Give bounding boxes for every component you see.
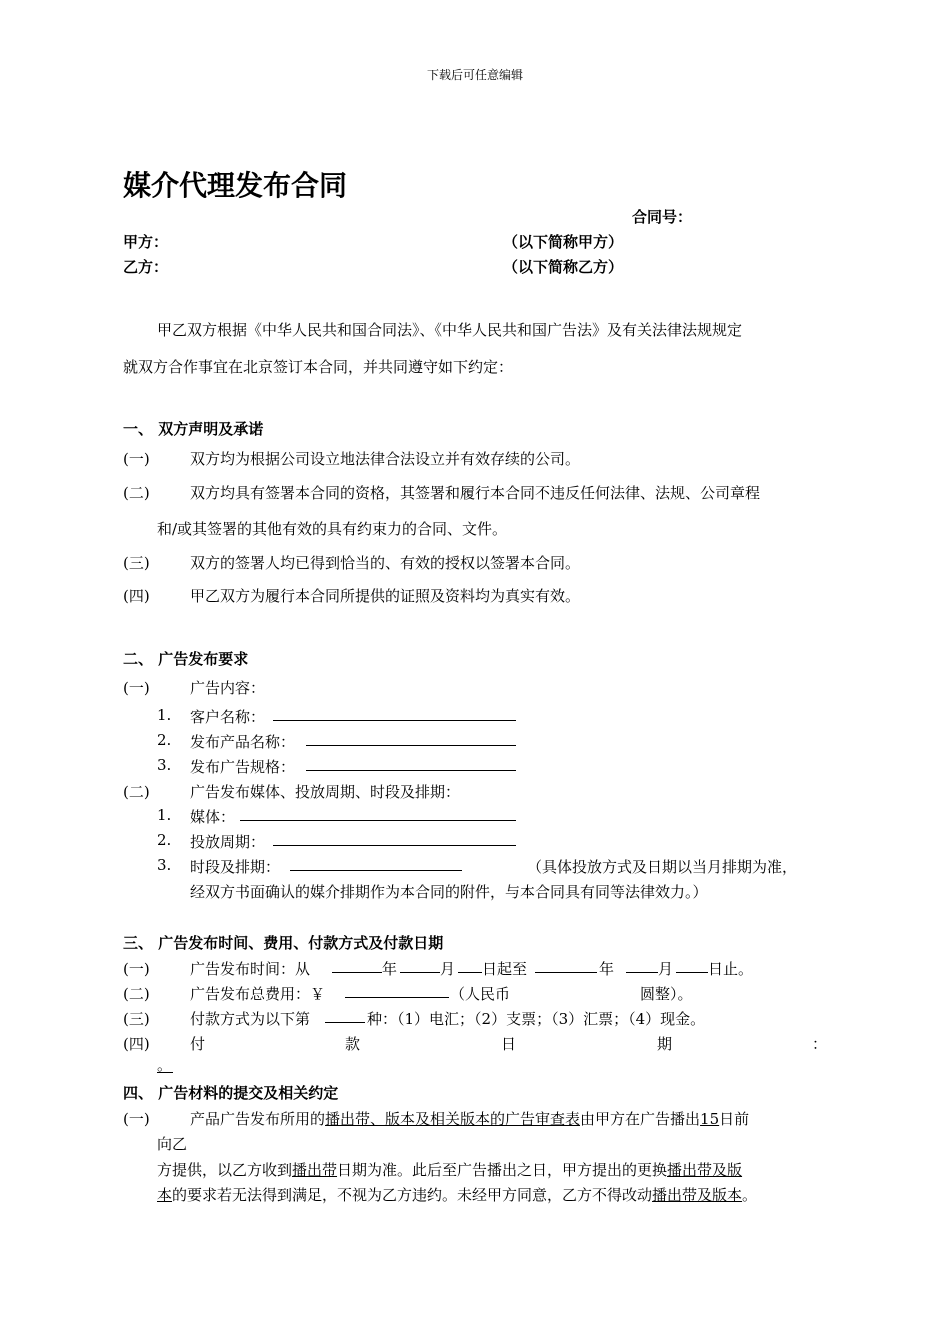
s2-b3-num: 3. (157, 856, 172, 874)
s1-item-3-text: 双方的签署人均已得到恰当的、有效的授权以签署本合同。 (190, 554, 581, 572)
s4-l3-a: 方提供，以乙方收到 (157, 1161, 293, 1179)
s4-line-4 (157, 1184, 757, 1205)
s2-b-text: 广告发布媒体、投放周期、时段及排期： (190, 783, 461, 801)
s4-l3-d: 播出带及版 (667, 1161, 743, 1179)
intro-line-2: 就双方合作事宜在北京签订本合同，并共同遵守如下约定： (123, 358, 514, 376)
s4-i1-num: (一) (123, 1110, 150, 1128)
s4-l1-e: 日前 (719, 1110, 750, 1128)
s3-i3-b: 种：（1）电汇；（2）支票；（3）汇票；（4）现金。 (367, 1010, 706, 1028)
s2-a3-num: 3. (157, 756, 172, 774)
s4-l1-b: 播出带、版本及相关版本的广告审查表 (325, 1110, 581, 1128)
s2-b1-num: 1. (157, 806, 172, 824)
s1-item-4-text: 甲乙双方为履行本合同所提供的证照及资料均为真实有效。 (190, 587, 581, 605)
page-header: 下载后可任意编辑 (426, 68, 523, 82)
s3-i4-char-1: 付 (190, 1035, 206, 1053)
payment-type-blank[interactable] (325, 1008, 365, 1023)
s1-item-2-text: 双方均具有签署本合同的资格，其签署和履行本合同不违反任何法律、法规、公司章程 (190, 484, 761, 502)
s2-a3-label: 发布广告规格： (190, 758, 296, 776)
s2-a-text: 广告内容： (190, 679, 266, 697)
document-title: 媒介代理发布合同 (123, 169, 348, 202)
end-year-blank[interactable] (535, 958, 597, 973)
s3-i1-g: 日止。 (708, 960, 754, 978)
s4-l4-c: 播出带及版本 (652, 1186, 743, 1204)
s3-i2-num: (二) (123, 985, 150, 1003)
s3-i4-char-3: 日 (501, 1035, 517, 1053)
s3-i1-f: 月 (658, 960, 674, 978)
s2-a-num: (一) (123, 679, 150, 697)
s1-item-2-num: (二) (123, 484, 150, 502)
start-month-blank[interactable] (400, 958, 440, 973)
media-blank[interactable] (240, 806, 516, 821)
end-day-blank[interactable] (676, 958, 708, 973)
s3-i4-char-2: 款 (345, 1035, 361, 1053)
s3-i1-num: (一) (123, 960, 150, 978)
s2-a2-label: 发布产品名称： (190, 733, 296, 751)
contract-number-label: 合同号： (632, 208, 693, 226)
section-1-heading: 一、 双方声明及承诺 (123, 420, 264, 438)
s2-b-note-1: （具体投放方式及日期以当月排期为准， (527, 858, 798, 876)
s1-item-2-cont: 和/或其签署的其他有效的具有约束力的合同、文件。 (157, 520, 508, 538)
product-name-blank[interactable] (306, 731, 516, 746)
party-b-note: （以下简称乙方） (503, 258, 624, 276)
s3-i3-a: 付款方式为以下第 (190, 1010, 311, 1028)
s3-i1-a: 广告发布时间：从 (190, 960, 311, 978)
start-year-blank[interactable] (332, 958, 382, 973)
s2-b3-label: 时段及排期： (190, 858, 281, 876)
s2-b2-label: 投放周期： (190, 833, 266, 851)
party-a-note: （以下简称甲方） (503, 233, 624, 251)
s4-line-1 (190, 1108, 749, 1129)
party-b-label: 乙方： (123, 258, 169, 276)
s4-l1-d: 15 (700, 1110, 720, 1128)
s4-l4-a: 本 (157, 1186, 173, 1204)
s3-i4-char-4: 期 (657, 1035, 673, 1053)
s3-i1-e: 年 (599, 960, 615, 978)
s3-i4-num: (四) (123, 1035, 150, 1053)
s2-a1-label: 客户名称： (190, 708, 266, 726)
s4-l1-c: 由甲方在广告播出 (580, 1110, 701, 1128)
s3-i4-char-5: ： (812, 1035, 828, 1053)
section-3-heading: 三、 广告发布时间、费用、付款方式及付款日期 (123, 934, 444, 952)
total-fee-blank[interactable] (345, 983, 449, 998)
client-name-blank[interactable] (273, 706, 516, 721)
section-4-heading: 四、 广告材料的提交及相关约定 (123, 1084, 339, 1102)
s3-i2-a: 广告发布总费用：￥ (190, 985, 326, 1003)
s2-b2-num: 2. (157, 831, 172, 849)
payment-date-blank[interactable]: 。 (157, 1056, 173, 1074)
s2-b-note-2: 经双方书面确认的媒介排期作为本合同的附件，与本合同具有同等法律效力。） (190, 883, 708, 901)
s3-i2-c: 圆整）。 (640, 985, 693, 1003)
s2-b1-label: 媒体： (190, 808, 236, 826)
s2-a1-num: 1. (157, 706, 172, 724)
s4-line-3 (157, 1159, 742, 1180)
s4-l4-d: 。 (742, 1186, 758, 1204)
s1-item-3-num: (三) (123, 554, 150, 572)
s1-item-1-num: (一) (123, 450, 150, 468)
section-2-heading: 二、 广告发布要求 (123, 650, 249, 668)
s2-b-num: (二) (123, 783, 150, 801)
s1-item-1-text: 双方均为根据公司设立地法律合法设立并有效存续的公司。 (190, 450, 581, 468)
s2-a2-num: 2. (157, 731, 172, 749)
s4-line-2: 向乙 (157, 1135, 188, 1153)
s4-l3-b: 播出带 (292, 1161, 338, 1179)
s4-l3-c: 日期为准。此后至广告播出之日，甲方提出的更换 (337, 1161, 668, 1179)
s3-i3-num: (三) (123, 1010, 150, 1028)
s3-i1-b: 年 (382, 960, 398, 978)
start-day-blank[interactable] (458, 958, 482, 973)
intro-line-1: 甲乙双方根据《中华人民共和国合同法》、《中华人民共和国广告法》及有关法律法规规定 (157, 321, 743, 339)
s3-i2-b: （人民币 (450, 985, 511, 1003)
schedule-blank[interactable] (290, 856, 462, 871)
ad-spec-blank[interactable] (306, 756, 516, 771)
s4-l1-a: 产品广告发布所用的 (190, 1110, 326, 1128)
s3-i1-d: 日起至 (482, 960, 528, 978)
s4-l4-b: 的要求若无法得到满足，不视为乙方违约。未经甲方同意，乙方不得改动 (172, 1186, 653, 1204)
s1-item-4-num: (四) (123, 587, 150, 605)
end-month-blank[interactable] (626, 958, 658, 973)
period-blank[interactable] (273, 831, 516, 846)
s3-i1-c: 月 (440, 960, 456, 978)
party-a-label: 甲方： (123, 233, 169, 251)
